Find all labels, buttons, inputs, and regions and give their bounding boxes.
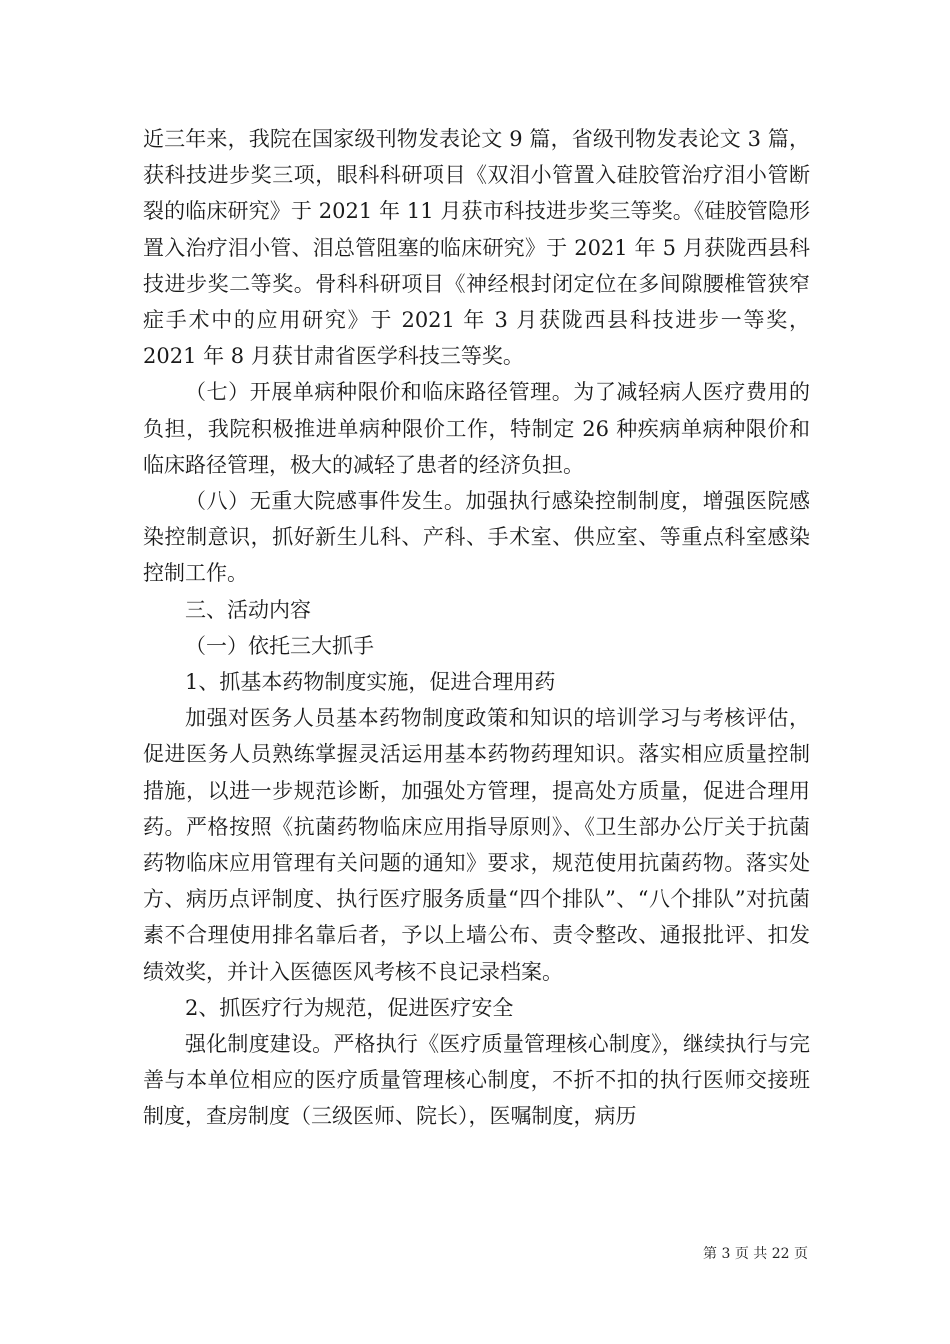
paragraph-drug-policy: 加强对医务人员基本药物制度政策和知识的培训学习与考核评估，促进医务人员熟练掌握灵活运用基本药物药理知识。落实相应质量控制措施，以进一步规范诊断，加强处方管理，提高处方质量，促进合理用药。严格按照《抗菌药物临床应用指导原则》、《卫生部办公厅关于抗菌药物临床应用管理有关问题的通知》要求，规范使用抗菌药物。落实处方、病历点评制度、执行医疗服务质量“四个排队”、“八个排队”对抗菌素不合理使用排名靠后者，予以上墙公布、责令整改、通报批评、扣发绩效奖，并计入医德医风考核不良记录档案。	[143, 706, 810, 984]
page-number-footer: 第 3 页 共 22 页	[703, 1246, 808, 1262]
section-heading-3: 三、活动内容	[185, 597, 311, 622]
paragraph-item-8: （八）无重大院感事件发生。加强执行感染控制制度，增强医院感染控制意识，抓好新生儿科、产科、手术室、供应室、等重点科室感染控制工作。	[143, 489, 810, 586]
paragraph-system-building: 强化制度建设。严格执行《医疗质量管理核心制度》，继续执行与完善与本单位相应的医疗质量管理核心制度，不折不扣的执行医师交接班制度，查房制度（三级医师、院长），医嘱制度，病历	[143, 1032, 810, 1129]
item-heading-2: 2、抓医疗行为规范，促进医疗安全	[185, 995, 514, 1020]
item-heading-1: 1、抓基本药物制度实施，促进合理用药	[185, 670, 556, 695]
subsection-heading-1: （一）依托三大抓手	[185, 633, 374, 658]
paragraph-item-7: （七）开展单病种限价和临床路径管理。为了减轻病人医疗费用的负担，我院积极推进单病种限价工作，特制定 26 种疾病单病种限价和临床路径管理，极大的减轻了患者的经济负担。	[143, 380, 810, 477]
paragraph-research-awards: 近三年来，我院在国家级刊物发表论文 9 篇，省级刊物发表论文 3 篇，获科技进步奖三项，眼科科研项目《双泪小管置入硅胶管治疗泪小管断裂的临床研究》于 2021 年 11 月获市科技进步奖三等奖。《硅胶管隐形置入治疗泪小管、泪总管阻塞的临床研究》于 2021 年 5 月获陇西县科技进步奖二等奖。骨科科研项目《神经根封闭定位在多间隙腰椎管狭窄症手术中的应用研究》于 2021 年 3 月获陇西县科技进步一等奖，2021 年 8 月获甘肃省医学科技三等奖。	[143, 127, 810, 369]
body-text	[143, 121, 810, 1135]
